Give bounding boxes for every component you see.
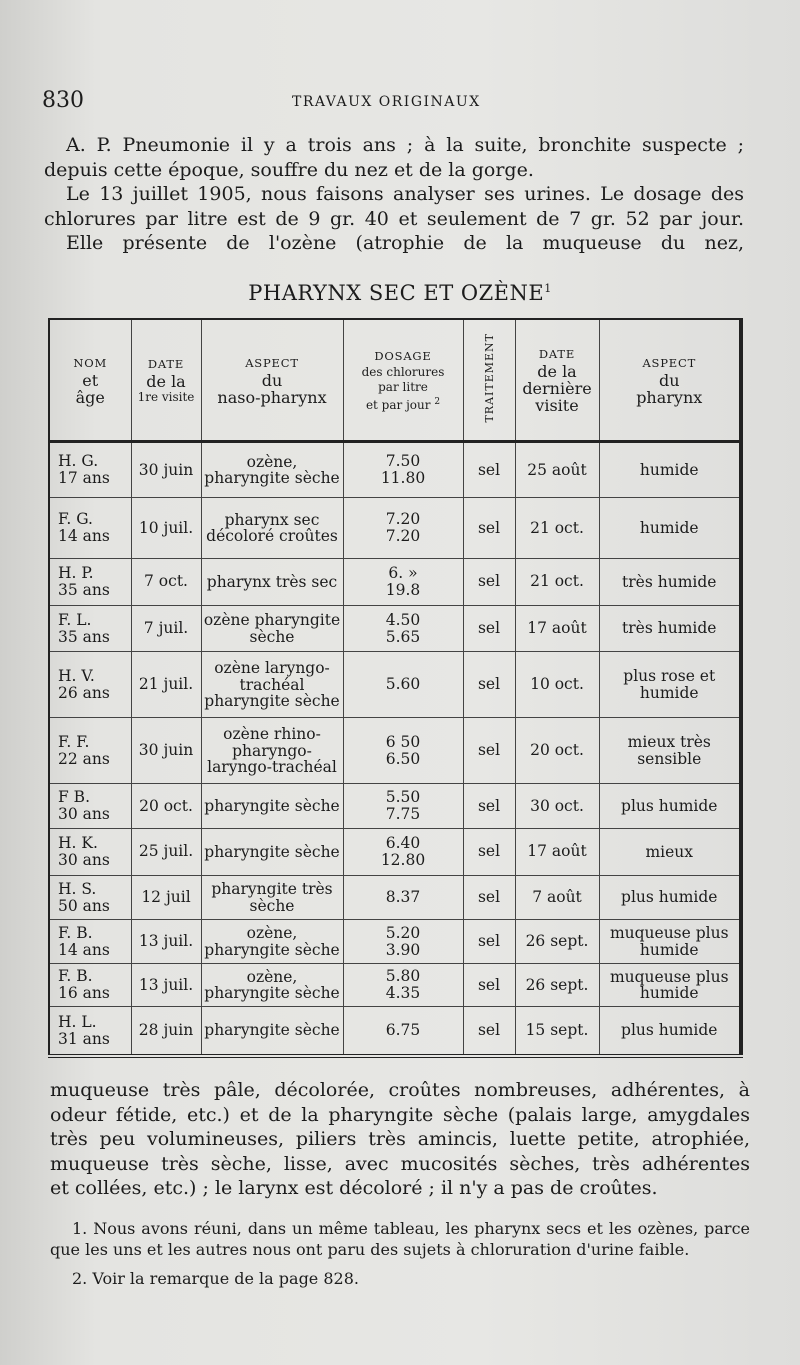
patient-initials: H. G. [58, 452, 99, 471]
header-aspect-nasopharynx: ASPECT du naso-pharynx [201, 319, 343, 442]
body-paragraph [50, 1078, 750, 1201]
dosage-value: 5.20 [385, 923, 421, 942]
patient-age: 30 ans [58, 805, 110, 824]
dosage-value: 8.37 [385, 888, 421, 906]
cell-aspect-nasopharynx: pharynx très sec [201, 558, 343, 605]
table-row [49, 1007, 741, 1056]
intro-line: depuis cette époque, souffre du nez et de la gorge. [44, 158, 534, 181]
cell-aspect-nasopharynx: ozène rhino-pharyngo-laryngo-trachéal [201, 718, 343, 784]
cell-date-first-visit: 21 juil. [131, 652, 201, 718]
table-title: PHARYNX SEC ET OZÈNE$^1$ [248, 281, 552, 305]
table-row [49, 652, 741, 718]
cell-date-last-visit: 26 sept. [515, 963, 599, 1007]
dosage-value: 5.50 [385, 788, 421, 807]
patient-initials: H. K. [58, 833, 98, 852]
dosage-value: 4.35 [385, 984, 421, 1003]
patient-age: 17 ans [58, 469, 110, 488]
table-row [49, 498, 741, 559]
cell-aspect-nasopharynx: ozène, pharyngite sèche [201, 442, 343, 498]
cell-date-last-visit: 7 août [515, 875, 599, 920]
patient-age: 22 ans [58, 749, 110, 768]
footnote-ref: 1 [544, 282, 552, 295]
cell-aspect-pharynx: plus humide [599, 875, 741, 920]
patient-initials: F. B. [58, 967, 93, 986]
cell-aspect-pharynx: plus humide [599, 784, 741, 829]
header-traitement: TRAITEMENT [463, 319, 515, 442]
page-number: 830 [42, 88, 84, 113]
table-row [49, 828, 741, 875]
patient-initials: H. P. [58, 563, 94, 582]
cell-traitement: sel [463, 875, 515, 920]
cell-traitement: sel [463, 605, 515, 652]
cell-dosage [343, 828, 463, 875]
cell-date-first-visit: 25 juil. [131, 828, 201, 875]
cell-nom [49, 558, 131, 605]
patient-initials: H. S. [58, 879, 97, 898]
cell-dosage [343, 963, 463, 1007]
cell-date-last-visit: 21 oct. [515, 498, 599, 559]
cell-traitement: sel [463, 1007, 515, 1056]
footnote-1: 1. Nous avons réuni, dans un même tableau, les pharynx secs et les ozènes, parce que les uns et les autres nous ont paru des sujets à chloruration d'urine faible. [50, 1219, 750, 1259]
dosage-value: 11.80 [380, 469, 426, 488]
cell-nom [49, 828, 131, 875]
patient-initials: F. F. [58, 732, 90, 751]
body-line: muqueuse très pâle, décolorée, croûtes nombreuses, adhérentes, à [50, 1079, 750, 1101]
cell-date-first-visit: 12 juil [131, 875, 201, 920]
table-row [49, 963, 741, 1007]
cell-traitement: sel [463, 828, 515, 875]
dosage-value: 5.60 [385, 675, 421, 694]
cell-nom [49, 920, 131, 964]
cell-dosage [343, 1007, 463, 1056]
dosage-value: 5.80 [385, 967, 421, 986]
cell-aspect-pharynx: mieux [599, 828, 741, 875]
cell-traitement: sel [463, 442, 515, 498]
cell-date-first-visit: 28 juin [131, 1007, 201, 1056]
cell-aspect-nasopharynx: ozène, pharyngite sèche [201, 963, 343, 1007]
table-row [49, 718, 741, 784]
patient-initials: H. V. [58, 666, 95, 685]
cell-date-first-visit: 30 juin [131, 442, 201, 498]
cell-date-first-visit: 7 oct. [131, 558, 201, 605]
cell-aspect-pharynx: muqueuse plus humide [599, 920, 741, 964]
header-date-first-visit: DATE de la 1re visite [131, 319, 201, 442]
cell-aspect-pharynx: très humide [599, 558, 741, 605]
patient-initials: F. G. [58, 510, 93, 529]
cell-aspect-nasopharynx: pharynx sec décoloré croûtes [201, 498, 343, 559]
cell-dosage [343, 875, 463, 920]
cell-traitement: sel [463, 652, 515, 718]
patient-age: 35 ans [58, 627, 110, 646]
cell-date-last-visit: 17 août [515, 828, 599, 875]
cell-date-last-visit: 21 oct. [515, 558, 599, 605]
patient-age: 30 ans [58, 850, 110, 869]
dosage-value: 19.8 [385, 580, 421, 599]
patient-age: 14 ans [58, 940, 110, 959]
cell-nom [49, 498, 131, 559]
table-body [49, 442, 741, 1057]
cell-traitement: sel [463, 963, 515, 1007]
patient-age: 26 ans [58, 683, 110, 702]
intro-paragraph [44, 133, 744, 256]
intro-line: Le 13 juillet 1905, nous faisons analyser ses urines. Le dosage des [66, 183, 744, 205]
dosage-value: 6 50 [385, 732, 421, 751]
body-line: muqueuse très sèche, lisse, avec mucosités sèches, très adhérentes [50, 1152, 750, 1175]
cell-aspect-nasopharynx: ozène laryngo-trachéal pharyngite sèche [201, 652, 343, 718]
cell-aspect-nasopharynx: ozène pharyngite sèche [201, 605, 343, 652]
cell-aspect-nasopharynx: pharyngite très sèche [201, 875, 343, 920]
table-row [49, 920, 741, 964]
dosage-value: 7.20 [385, 510, 421, 529]
cell-dosage [343, 498, 463, 559]
patient-age: 50 ans [58, 896, 110, 915]
cell-dosage [343, 605, 463, 652]
cell-nom [49, 718, 131, 784]
cell-dosage [343, 784, 463, 829]
intro-line: A. P. Pneumonie il y a trois ans ; à la suite, bronchite suspecte ; [66, 134, 744, 156]
cell-date-last-visit: 17 août [515, 605, 599, 652]
dosage-value: 7.50 [385, 452, 421, 471]
cell-date-last-visit: 15 sept. [515, 1007, 599, 1056]
patient-age: 31 ans [58, 1029, 110, 1048]
header-aspect-pharynx: ASPECT du pharynx [599, 319, 741, 442]
data-table [48, 318, 743, 1058]
cell-traitement: sel [463, 718, 515, 784]
header-dosage: DOSAGE des chlorures par litre et par jour $^2$ [343, 319, 463, 442]
cell-date-last-visit: 30 oct. [515, 784, 599, 829]
table-row [49, 442, 741, 498]
cell-dosage [343, 718, 463, 784]
table-row [49, 558, 741, 605]
cell-nom [49, 652, 131, 718]
cell-traitement: sel [463, 558, 515, 605]
cell-date-last-visit: 25 août [515, 442, 599, 498]
dosage-value: 6.40 [385, 833, 421, 852]
cell-traitement: sel [463, 498, 515, 559]
dosage-value: 7.75 [385, 805, 421, 824]
cell-traitement: sel [463, 784, 515, 829]
patient-age: 35 ans [58, 580, 110, 599]
header-date-last-visit: DATE de la dernière visite [515, 319, 599, 442]
cell-nom [49, 963, 131, 1007]
cell-date-first-visit: 13 juil. [131, 920, 201, 964]
table-row [49, 605, 741, 652]
patient-age: 14 ans [58, 527, 110, 546]
dosage-value: 3.90 [385, 940, 421, 959]
header-nom: NOM et âge [49, 319, 131, 442]
cell-date-first-visit: 10 juil. [131, 498, 201, 559]
body-line: et collées, etc.) ; le larynx est décoloré ; il n'y a pas de croûtes. [50, 1177, 658, 1199]
footnote-2: 2. Voir la remarque de la page 828. [72, 1269, 359, 1288]
cell-aspect-nasopharynx: pharyngite sèche [201, 784, 343, 829]
cell-date-last-visit: 10 oct. [515, 652, 599, 718]
cell-dosage [343, 652, 463, 718]
dosage-value: 4.50 [385, 610, 421, 629]
cell-nom [49, 605, 131, 652]
dosage-value: 6.75 [385, 1021, 421, 1040]
cell-dosage [343, 442, 463, 498]
patient-initials: F. L. [58, 610, 92, 629]
table-row [49, 875, 741, 920]
cell-aspect-pharynx: plus humide [599, 1007, 741, 1056]
cell-aspect-pharynx: humide [599, 498, 741, 559]
patient-initials: F B. [58, 788, 90, 807]
cell-nom [49, 1007, 131, 1056]
cell-date-first-visit: 30 juin [131, 718, 201, 784]
body-line: très peu volumineuses, piliers très amincis, luette petite, atrophiée, [50, 1128, 750, 1150]
running-head: TRAVAUX ORIGINAUX [292, 94, 481, 110]
cell-aspect-pharynx: plus rose et humide [599, 652, 741, 718]
footnotes [50, 1218, 750, 1297]
dosage-value: 12.80 [380, 850, 426, 869]
dosage-value: 5.65 [385, 627, 421, 646]
cell-traitement: sel [463, 920, 515, 964]
cell-aspect-pharynx: muqueuse plus humide [599, 963, 741, 1007]
dosage-value: 7.20 [385, 527, 421, 546]
cell-date-last-visit: 26 sept. [515, 920, 599, 964]
patient-initials: H. L. [58, 1012, 97, 1031]
cell-aspect-nasopharynx: pharyngite sèche [201, 1007, 343, 1056]
cell-nom [49, 442, 131, 498]
table-row [49, 784, 741, 829]
intro-line: Elle présente de l'ozène (atrophie de la muqueuse du nez, [66, 232, 744, 254]
cell-date-first-visit: 7 juil. [131, 605, 201, 652]
dosage-value: 6.50 [385, 749, 421, 768]
body-line: odeur fétide, etc.) et de la pharyngite sèche (palais large, amygdales [50, 1103, 750, 1126]
cell-aspect-pharynx: très humide [599, 605, 741, 652]
cell-date-last-visit: 20 oct. [515, 718, 599, 784]
footnote-ref: 2 [434, 396, 441, 407]
cell-date-first-visit: 13 juil. [131, 963, 201, 1007]
cell-dosage [343, 920, 463, 964]
cell-aspect-nasopharynx: pharyngite sèche [201, 828, 343, 875]
cell-date-first-visit: 20 oct. [131, 784, 201, 829]
cell-nom [49, 784, 131, 829]
table-header-row [49, 319, 741, 442]
dosage-value: 6. » [388, 563, 418, 582]
patient-age: 16 ans [58, 984, 110, 1003]
cell-aspect-pharynx: mieux très sensible [599, 718, 741, 784]
cell-aspect-pharynx: humide [599, 442, 741, 498]
patient-initials: F. B. [58, 923, 93, 942]
cell-dosage [343, 558, 463, 605]
cell-aspect-nasopharynx: ozène, pharyngite sèche [201, 920, 343, 964]
intro-line: chlorures par litre est de 9 gr. 40 et seulement de 7 gr. 52 par jour. [44, 207, 744, 230]
cell-nom [49, 875, 131, 920]
